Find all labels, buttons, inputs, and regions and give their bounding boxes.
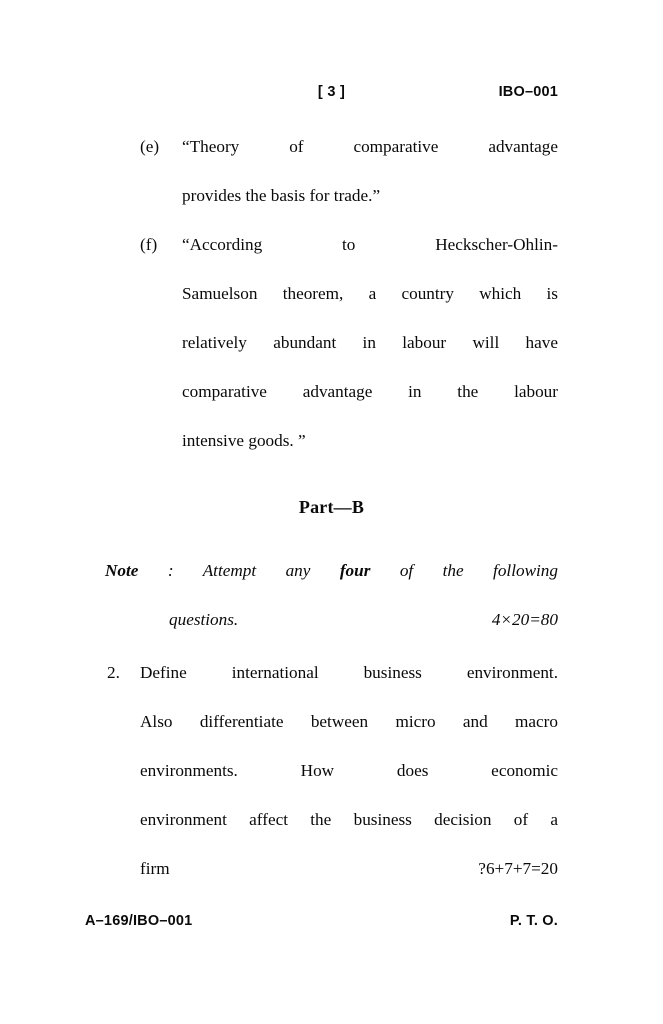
note-marks: 4×20=80: [491, 610, 558, 629]
text-line: “Theory of comparative advantage: [182, 137, 558, 156]
page-number: [ 3 ]: [317, 84, 346, 100]
text-line: Samuelson theorem, a country which is: [182, 284, 558, 303]
paper-code: IBO–001: [498, 84, 558, 100]
question-text-2: [140, 648, 558, 893]
note-continuation: questions.: [169, 610, 239, 629]
text-line: intensive goods. ”: [182, 431, 306, 450]
note-emphasis: four: [339, 561, 371, 580]
page-footer: [85, 913, 558, 935]
page-header: [105, 84, 558, 106]
question-2: [105, 648, 558, 893]
question-item-f: [105, 220, 558, 465]
part-b-heading: Part—B: [298, 497, 365, 517]
question-number-2: 2.: [107, 663, 120, 682]
item-paragraph: [105, 122, 558, 220]
question-paragraph: [105, 648, 558, 893]
item-marker-f: (f): [140, 235, 158, 254]
item-text-f: [182, 220, 558, 465]
note-label: Note: [105, 561, 139, 580]
text-line: relatively abundant in labour will have: [182, 333, 558, 352]
text-line: environment affect the business decision of a: [140, 810, 558, 829]
text-line: “According to Heckscher-Ohlin-: [182, 235, 558, 254]
text-line: Also differentiate between micro and macro: [140, 712, 558, 731]
note-block: [105, 546, 558, 644]
question-item-e: [105, 122, 558, 220]
item-marker-e: (e): [140, 137, 160, 156]
item-paragraph: [105, 220, 558, 465]
item-text-e: [182, 122, 558, 220]
text-line: comparative advantage in the labour: [182, 382, 558, 401]
text-line: Define international business environment.: [140, 663, 558, 682]
text-line: environments. How does economic: [140, 761, 558, 780]
text-line: provides the basis for trade.”: [182, 186, 381, 205]
note-line-2: [169, 595, 558, 644]
question-marks: 6+7+7=20: [485, 859, 558, 878]
text-line: firm ?: [140, 859, 486, 878]
note-line-1: [105, 546, 558, 595]
footer-turn-over-notice: P. T. O.: [509, 913, 558, 929]
note-separator: :: [138, 561, 203, 580]
note-text-before: Attempt any: [202, 561, 340, 580]
note-text-after: of the following: [370, 561, 558, 580]
question-last-line: [140, 844, 558, 893]
footer-paper-reference: A–169/IBO–001: [85, 913, 193, 929]
